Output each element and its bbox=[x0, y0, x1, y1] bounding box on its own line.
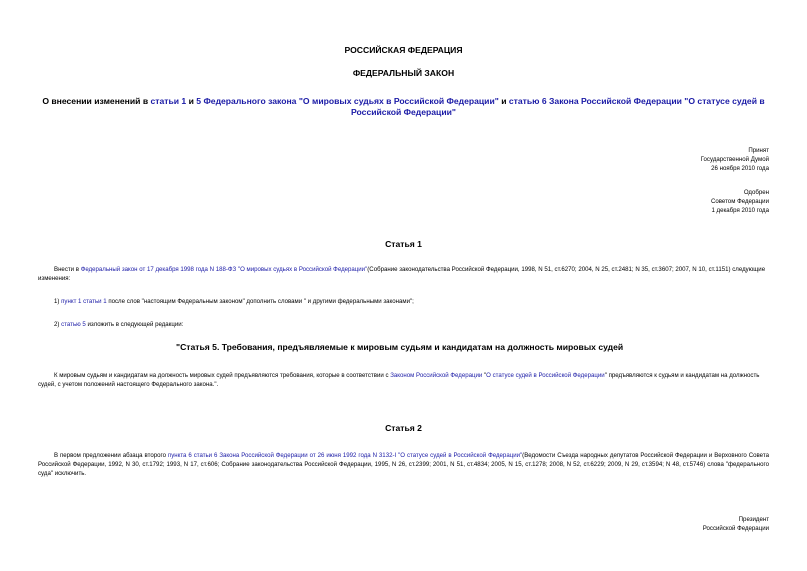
title-link-law-judges-status[interactable]: статью 6 Закона Российской Федерации "О статусе судей в Российской Федерации" bbox=[351, 96, 765, 117]
article-1-intro bbox=[38, 265, 769, 283]
link-federal-law-188[interactable]: Федеральный закон от 17 декабря 1998 года N 188-ФЗ "О мировых судьях в Российской Федерации" bbox=[80, 266, 368, 273]
text: после слов "настоящим Федеральным законом" дополнить словами " и другими федеральными законами"; bbox=[106, 298, 414, 305]
text: " предъявляются к судьям и кандидатам на должность судей, с учетом положений настоящего Федерального закона.". bbox=[38, 372, 760, 389]
link-paragraph-1-article-1[interactable]: пункт 1 статьи 1 bbox=[61, 298, 107, 305]
text: " bbox=[482, 372, 487, 379]
approval-block bbox=[569, 188, 769, 216]
approval-line: Советом Федерации bbox=[710, 198, 769, 206]
item-number: 2) bbox=[54, 321, 62, 328]
article-1-item-1 bbox=[54, 297, 769, 306]
text: Внести в bbox=[54, 266, 81, 273]
article-1-heading: Статья 1 bbox=[385, 239, 422, 249]
signatory-title: Президент bbox=[738, 516, 769, 523]
link-judges-status[interactable]: О статусе судей в Российской Федерации bbox=[486, 372, 605, 379]
article-1-item-2 bbox=[54, 320, 769, 329]
link-law-3132-1[interactable]: пункта 6 статьи 6 Закона Российской Федерации от 26 июня 1992 года N 3132-I "О статусе судей в Российской Федерации" bbox=[167, 452, 523, 459]
adoption-line: Принят bbox=[748, 147, 769, 154]
article-2-heading: Статья 2 bbox=[385, 423, 422, 433]
text: (Ведомости Съезда народных депутатов Российской Федерации и Верховного Совета Российской Федерации, 1992, N 30, ст.1792; 1993, N 17, ст.606; Собрание законодательства Российской Федерации, 1995, N 26, ст.2399; 2001, N 51, ст.4834; 2005, N 15, ст.1278; 2008, N 52, ст.6229; 2009, N 29, ст.3594; N 48, ст.5746) слова "федерального суда" исключить. bbox=[38, 452, 769, 478]
text: В первом предложении абзаца второго bbox=[54, 452, 168, 459]
title-link-article-1[interactable]: статьи 1 bbox=[150, 96, 187, 106]
adoption-date: 26 ноября 2010 года bbox=[711, 165, 769, 173]
title-text: и bbox=[498, 96, 509, 106]
item-number: 1) bbox=[54, 298, 62, 305]
text: К мировым судьям и кандидатам на должность мировых судей предъявляются требования, которые в соответствии с bbox=[54, 372, 391, 379]
signature-block bbox=[569, 515, 769, 533]
approval-line: Одобрен bbox=[743, 189, 769, 196]
quoted-article-5-heading: "Статья 5. Требования, предъявляемые к мировым судьям и кандидатам на должность мировых судей bbox=[176, 342, 624, 352]
adoption-block bbox=[569, 146, 769, 174]
law-title bbox=[40, 96, 767, 118]
text: (Собрание законодательства Российской Федерации, 1998, N 51, ст.6270; 2004, N 25, ст.2481; N 35, ст.3607; 2007, N 10, ст.1151) следующие изменения: bbox=[38, 266, 766, 283]
title-link-law-magistrates[interactable]: 5 Федерального закона "О мировых судьях в Российской Федерации" bbox=[196, 96, 499, 106]
signatory-country: Российской Федерации bbox=[702, 525, 769, 533]
article-2-text bbox=[38, 451, 769, 479]
adoption-line: Государственной Думой bbox=[700, 156, 769, 164]
quoted-article-5-text bbox=[38, 371, 769, 389]
approval-date: 1 декабря 2010 года bbox=[711, 207, 769, 215]
title-text: О внесении изменений в bbox=[42, 96, 151, 106]
link-article-5[interactable]: статью 5 bbox=[61, 321, 86, 328]
law-type-heading: ФЕДЕРАЛЬНЫЙ ЗАКОН bbox=[352, 68, 455, 78]
title-text: и bbox=[186, 96, 197, 106]
text: изложить в следующей редакции: bbox=[85, 321, 184, 328]
country-heading: РОССИЙСКАЯ ФЕДЕРАЦИЯ bbox=[344, 45, 463, 55]
link-rf-law[interactable]: Законом Российской Федерации bbox=[390, 372, 483, 379]
